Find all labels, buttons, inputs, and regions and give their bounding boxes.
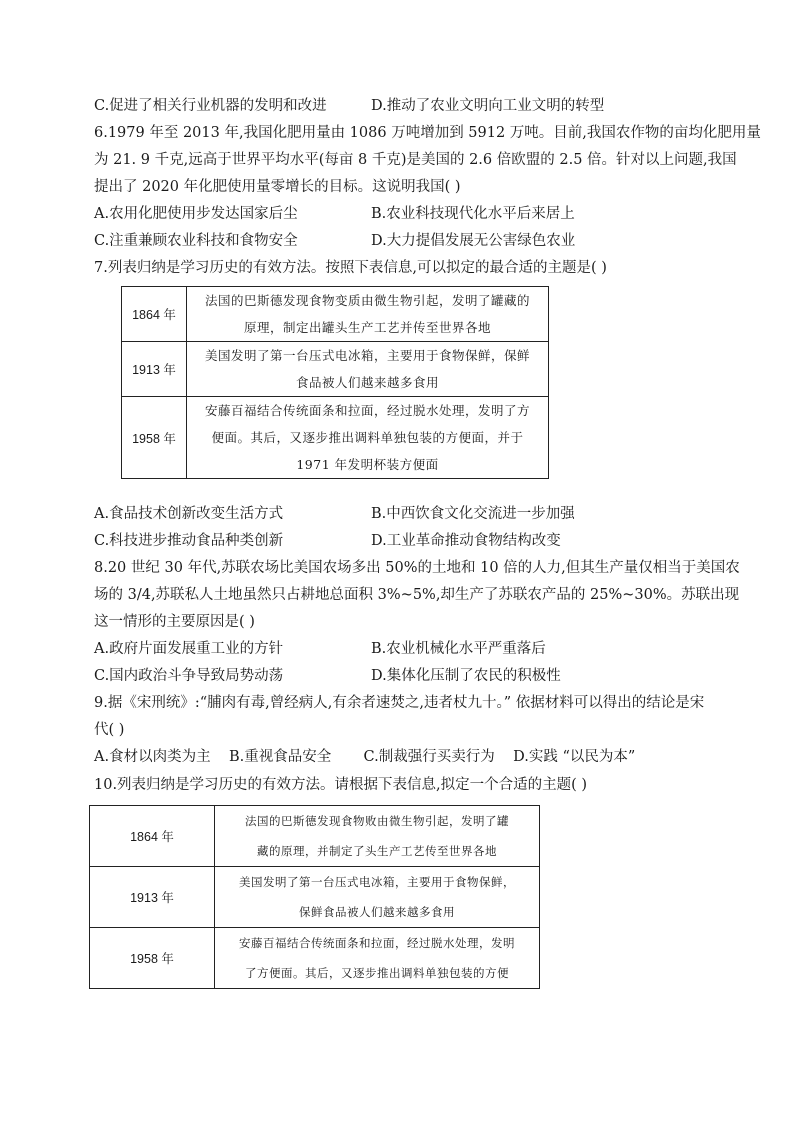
table-row xyxy=(90,867,540,928)
year-cell: 1864 年 xyxy=(122,287,187,342)
cell-line: 美国发明了第一台压式电冰箱，主要用于食物保鲜，保鲜 xyxy=(204,348,530,363)
cell-line: 安藤百福结合传统面条和拉面，经过脱水处理，发明了方 xyxy=(204,403,530,418)
cell-line: 美国发明了第一台压式电冰箱，主要用于食物保鲜， xyxy=(239,875,515,889)
q5-option-c: C.促进了相关行业机器的发明和改进 xyxy=(94,98,327,114)
q10-table xyxy=(89,805,540,989)
q8-stem-line-3: 这一情形的主要原因是( ) xyxy=(94,614,255,630)
content-cell xyxy=(215,867,540,928)
q7-option-a: A.食品技术创新改变生活方式 xyxy=(94,506,284,522)
cell-line: 便面。其后，又逐步推出调料单独包装的方便面，并于 xyxy=(211,430,524,445)
year-cell: 1864 年 xyxy=(90,806,215,867)
cell-line: 1971 年发明杯装方便面 xyxy=(296,457,439,472)
content-cell xyxy=(215,806,540,867)
cell-line: 藏的原理，并制定了头生产工艺传至世界各地 xyxy=(257,844,497,858)
table-row xyxy=(122,342,549,397)
q6-option-c: C.注重兼顾农业科技和食物安全 xyxy=(94,233,298,249)
content-cell xyxy=(187,287,549,342)
q8-option-b: B.农业机械化水平严重落后 xyxy=(371,641,546,657)
q6-stem-line-2: 为 21. 9 千克,远高于世界平均水平(每亩 8 千克)是美国的 2.6 倍欧盟的 2.5 倍。针对以上问题,我国 xyxy=(94,152,737,168)
table-row xyxy=(122,397,549,479)
q7-table xyxy=(121,286,549,479)
table-row xyxy=(90,806,540,867)
q9-stem-line-1: 9.据《宋刑统》:“脯肉有毒,曾经病人,有余者速焚之,违者杖九十。” 依据材料可以得出的结论是宋 xyxy=(94,695,705,711)
table-row xyxy=(122,287,549,342)
q6-option-d: D.大力提倡发展无公害绿色农业 xyxy=(371,233,576,249)
q10-stem: 10.列表归纳是学习历史的有效方法。请根据下表信息,拟定一个合适的主题( ) xyxy=(94,777,588,793)
q9-options: A.食材以肉类为主 B.重视食品安全 C.制裁强行买卖行为 D.实践 “以民为本” xyxy=(94,749,636,765)
q8-option-c: C.国内政治斗争导致局势动荡 xyxy=(94,668,284,684)
year-cell: 1913 年 xyxy=(90,867,215,928)
q7-option-c: C.科技进步推动食品种类创新 xyxy=(94,533,284,549)
content-cell xyxy=(187,342,549,397)
content-cell xyxy=(187,397,549,479)
q5-option-d: D.推动了农业文明向工业文明的转型 xyxy=(371,98,605,114)
content-cell xyxy=(215,928,540,989)
q6-option-b: B.农业科技现代化水平后来居上 xyxy=(371,206,575,222)
q7-option-d: D.工业革命推动食物结构改变 xyxy=(371,533,561,549)
cell-line: 法国的巴斯德发现食物变质由微生物引起，发明了罐藏的 xyxy=(204,293,530,308)
q6-stem-line-3: 提出了 2020 年化肥使用量零增长的目标。这说明我国( ) xyxy=(94,179,461,195)
q8-stem-line-2: 场的 3/4,苏联私人土地虽然只占耕地总面积 3%~5%,却生产了苏联农产品的 25%~30%。苏联出现 xyxy=(94,587,740,603)
year-cell: 1958 年 xyxy=(122,397,187,479)
table-row xyxy=(90,928,540,989)
cell-line: 保鲜食品被人们越来越多食用 xyxy=(299,905,455,919)
cell-line: 原理，制定出罐头生产工艺并传至世界各地 xyxy=(243,320,491,335)
cell-line: 食品被人们越来越多食用 xyxy=(295,375,439,390)
q8-option-a: A.政府片面发展重工业的方针 xyxy=(94,641,284,657)
q7-option-b: B.中西饮食文化交流进一步加强 xyxy=(371,506,575,522)
q8-stem-line-1: 8.20 世纪 30 年代,苏联农场比美国农场多出 50%的土地和 10 倍的人力,但其生产量仅相当于美国农 xyxy=(94,560,740,576)
cell-line: 法国的巴斯德发现食物败由微生物引起，发明了罐 xyxy=(245,814,509,828)
q8-option-d: D.集体化压制了农民的积极性 xyxy=(371,668,561,684)
year-cell: 1913 年 xyxy=(122,342,187,397)
cell-line: 安藤百福结合传统面条和拉面，经过脱水处理，发明 xyxy=(239,936,515,950)
q6-option-a: A.农用化肥使用步发达国家后尘 xyxy=(94,206,298,222)
year-cell: 1958 年 xyxy=(90,928,215,989)
q6-stem-line-1: 6.1979 年至 2013 年,我国化肥用量由 1086 万吨增加到 5912 万吨。目前,我国农作物的亩均化肥用量 xyxy=(94,125,761,141)
q9-stem-line-2: 代( ) xyxy=(94,722,125,738)
q7-stem: 7.列表归纳是学习历史的有效方法。按照下表信息,可以拟定的最合适的主题是( ) xyxy=(94,260,607,276)
cell-line: 了方便面。其后，又逐步推出调料单独包装的方便 xyxy=(245,966,509,980)
